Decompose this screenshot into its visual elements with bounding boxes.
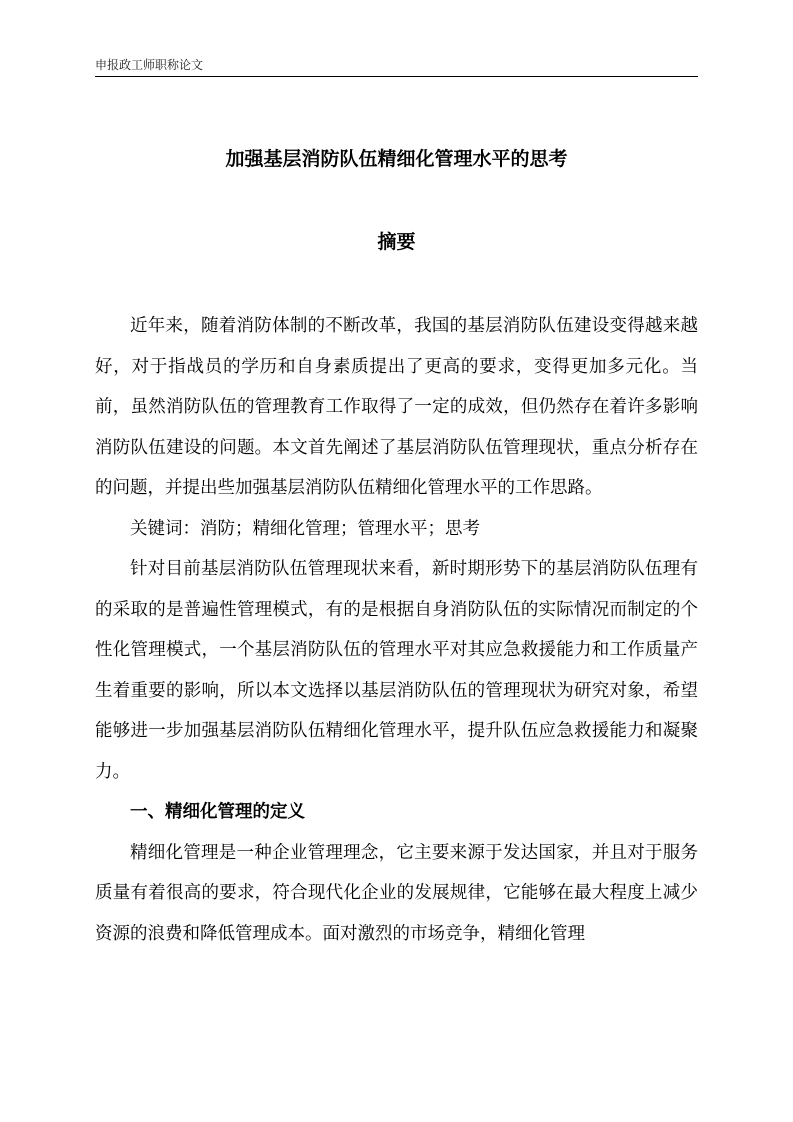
keywords-line: 关键词：消防；精细化管理；管理水平；思考	[130, 518, 480, 539]
document-title: 加强基层消防队伍精细化管理水平的思考	[225, 148, 568, 170]
document-body	[95, 306, 698, 954]
page-header	[95, 58, 698, 77]
section-1-paragraph: 精细化管理是一种企业管理理念，它主要来源于发达国家，并且对于服务质量有着很高的要求，符合现代化企业的发展规律，它能够在最大程度上减少资源的浪费和降低管理成本。面对激烈的市场竞争，精细化管理	[95, 842, 698, 944]
abstract-paragraph: 近年来，随着消防体制的不断改革，我国的基层消防队伍建设变得越来越好，对于指战员的学历和自身素质提出了更高的要求，变得更加多元化。当前，虽然消防队伍的管理教育工作取得了一定的成效，但仍然存在着许多影响消防队伍建设的问题。本文首先阐述了基层消防队伍管理现状，重点分析存在的问题，并提出些加强基层消防队伍精细化管理水平的工作思路。	[95, 316, 698, 498]
intro-paragraph: 针对目前基层消防队伍管理现状来看，新时期形势下的基层消防队伍理有的采取的是普遍性管理模式，有的是根据自身消防队伍的实际情况而制定的个性化管理模式，一个基层消防队伍的管理水平对其应急救援能力和工作质量产生着重要的影响，所以本文选择以基层消防队伍的管理现状为研究对象，希望能够进一步加强基层消防队伍精细化管理水平，提升队伍应急救援能力和凝聚力。	[95, 559, 698, 782]
abstract-heading: 摘要	[377, 231, 416, 253]
section-heading-1: 一、精细化管理的定义	[130, 802, 305, 822]
header-text: 申报政工师职称论文	[95, 58, 204, 72]
